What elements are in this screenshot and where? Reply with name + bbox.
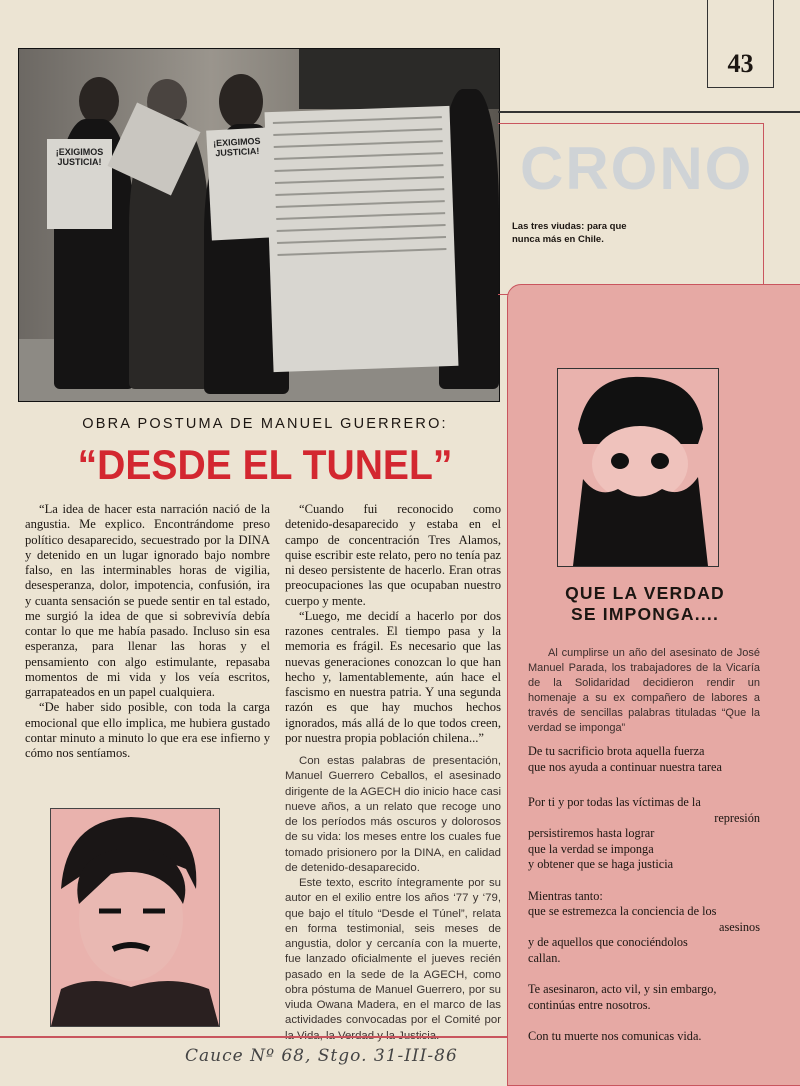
header-rule bbox=[498, 111, 800, 113]
article-column-left bbox=[25, 502, 270, 761]
poem-line: y obtener que se haga justicia bbox=[528, 857, 674, 871]
paragraph: “Cuando fui reconocido como detenido-desaparecido y estaba en el campo de concentración Tres Alamos, quise escribir este relato, pero no tenía paz ni deseo persistente de hacerlo. Eran otras preocupaciones las que ocupaban nuestro cuerpo y mente. bbox=[285, 502, 501, 608]
sidebar-title-line: SE IMPONGA.... bbox=[570, 604, 720, 624]
page-number: 43 bbox=[727, 49, 754, 78]
poem-line: que la verdad se imponga bbox=[528, 841, 654, 856]
sidebar-title bbox=[520, 583, 770, 625]
article-report bbox=[285, 754, 501, 1044]
article-column-middle bbox=[285, 502, 501, 1044]
poem-line: Por ti y por todas las víctimas de la bbox=[528, 795, 701, 809]
article-headline: “DESDE EL TUNEL” bbox=[77, 441, 453, 488]
poem-stanza bbox=[528, 889, 760, 967]
paragraph: “La idea de hacer esta narración nació de la angustia. Me explico. Encontrándome preso político desaparecido, secuestrado por la DINA y detenido en un lugar ignorado bajo nombre falso, en las interminables horas de vigilia, desesperanza, dolor, impotencia, confusión, ira y cuanta sensación se puede sentir en tal estado, me surgió la idea de que si sobrevivía debía contar lo que me había pasado. Incluso sin esa esperanza, para llenar las horas y el pensamiento con algo estimulante, repasaba momentos de mi vida y los veía escritos, garrapateados en un papel cualquiera. bbox=[25, 502, 270, 699]
poem-line: persistiremos hasta lograr bbox=[528, 826, 655, 840]
poem bbox=[528, 744, 760, 1045]
paragraph: “De haber sido posible, con toda la carga emocional que ello implica, me hubiera gustado contar minuto a minuto lo que era ese infierno y cómo nos sentíamos. bbox=[25, 700, 270, 760]
paragraph: Con estas palabras de presentación, Manuel Guerrero Ceballos, el asesinado dirigente de la AGECH dio inicio hace casi nueve años, a un relato que recoge uno de los períodos más oscuros y dolorosos de su vida: los meses entre los cuales fue tomado prisionero por la DINA, en calidad de detenido-desaparecido. bbox=[285, 755, 501, 874]
handwritten-banner bbox=[265, 106, 459, 372]
poem-line: que se estremezca la conciencia de los bbox=[528, 904, 717, 918]
protest-sign bbox=[206, 128, 272, 241]
poem-line: Mientras tanto: bbox=[528, 888, 603, 903]
sidebar-body bbox=[528, 646, 760, 1061]
sidebar-intro-text: Al cumplirse un año del asesinato de José Manuel Parada, los trabajadores de la Vicaría de la Solidaridad decidieron rendir un homenaje a su ex compañero de labores a través de sencillas palabras tituladas “Que la verdad se imponga” bbox=[528, 647, 760, 734]
poem-line: asesinos bbox=[719, 919, 760, 934]
sign-text: ¡EXIGIMOS JUSTICIA! bbox=[212, 135, 261, 159]
poem-line: De tu sacrificio brota aquella fuerza bbox=[528, 744, 705, 758]
poem-stanza bbox=[528, 1029, 760, 1045]
guerrero-portrait bbox=[50, 808, 220, 1027]
page-number-box bbox=[707, 0, 774, 88]
poem-line: que nos ayuda a continuar nuestra tarea bbox=[528, 759, 722, 774]
poem-stanza bbox=[528, 744, 760, 775]
poem-stanza bbox=[528, 795, 760, 873]
sidebar-title-line: QUE LA VERDAD bbox=[565, 583, 725, 603]
paragraph: “Luego, me decidí a hacerlo por dos razones centrales. El tiempo pasa y la memoria es frágil. Es necesario que las nuevas generaciones conozcan lo que han hecho y, lamentablemente, aún hace el fascismo en nuestra patria. Y una segunda razón es que hay muchos hechos ignorados, más allá de lo que todos creen, por nuestra propia población chilena...” bbox=[285, 608, 501, 745]
sidebar-intro bbox=[528, 646, 760, 736]
article-kicker: OBRA POSTUMA DE MANUEL GUERRERO: bbox=[82, 416, 448, 432]
parada-portrait bbox=[557, 368, 719, 567]
protest-sign bbox=[47, 139, 112, 229]
show-through-heading: CRONO bbox=[520, 135, 754, 202]
poem-line: callan. bbox=[528, 950, 561, 965]
poem-stanza bbox=[528, 982, 760, 1013]
photo-caption: Las tres viudas: para que nunca más en Chile. bbox=[512, 221, 627, 245]
paragraph: Este texto, escrito íntegramente por su autor en el exilio entre los años ‘77 y ‘79, que bajo el título “Desde el Túnel”, relata en forma testimonial, seis meses de angustia, dolor y cercanía con la muerte, fue lanzado oficialmente el jueves recién pasado en la sede de la AGECH, como obra póstuma de Manuel Guerrero, por su viuda Owana Madera, en el marco de las actividades convocadas por el Comité por bbox=[285, 877, 501, 1027]
poem-line: Con tu muerte nos comunicas vida. bbox=[528, 1029, 702, 1043]
protest-photo bbox=[18, 48, 500, 402]
footer-rule bbox=[0, 1036, 507, 1038]
poem-line: continúas entre nosotros. bbox=[528, 997, 651, 1012]
sign-text: ¡EXIGIMOS JUSTICIA! bbox=[55, 147, 104, 167]
poem-line: represión bbox=[714, 810, 760, 825]
poem-line: Te asesinaron, acto vil, y sin embargo, bbox=[528, 982, 717, 996]
poem-line: y de aquellos que conociéndolos bbox=[528, 935, 688, 949]
handwritten-source-note: Cauce Nº 68, Stgo. 31-III-86 bbox=[185, 1046, 458, 1066]
